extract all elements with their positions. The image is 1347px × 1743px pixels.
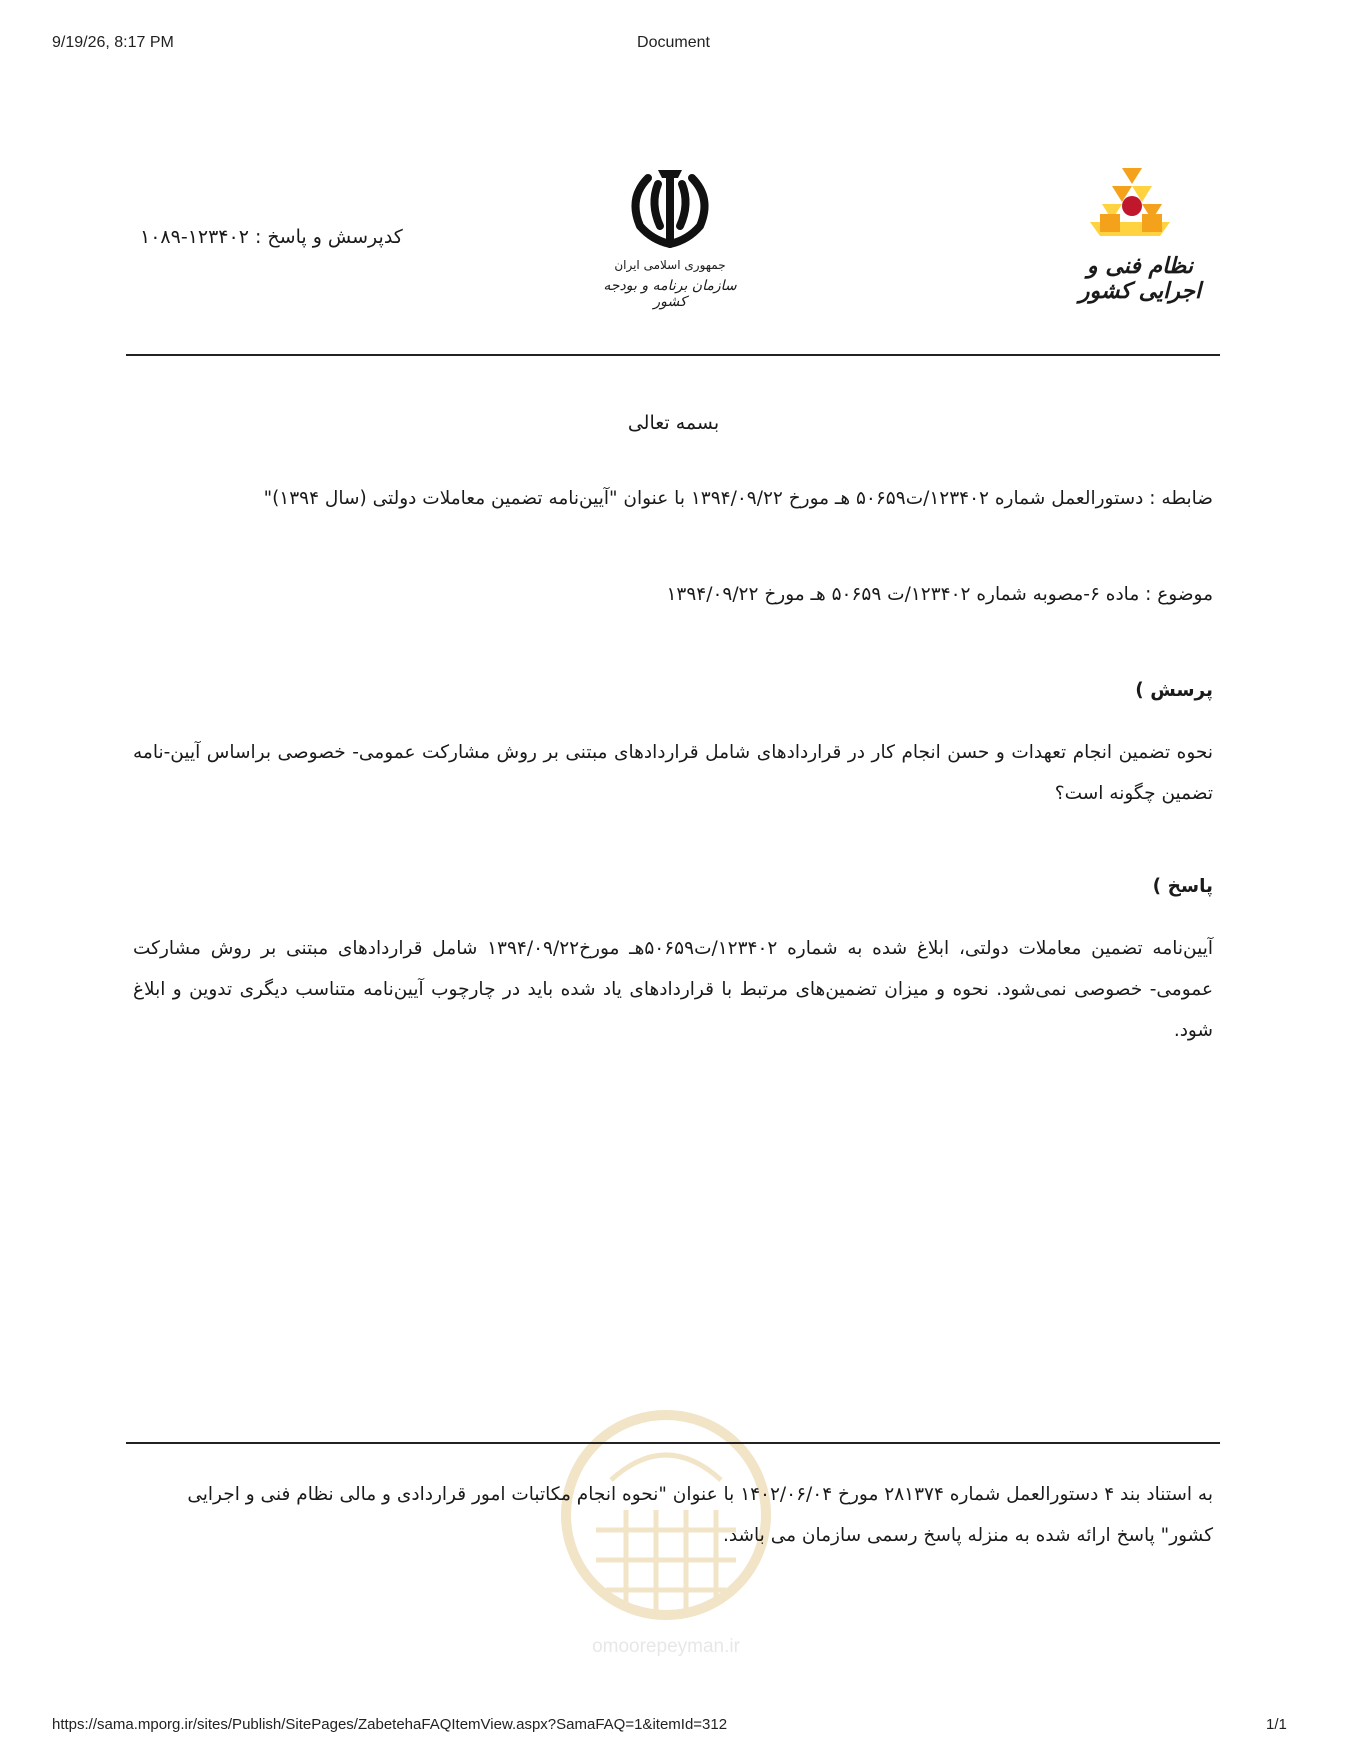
question-label: پرسش ) [1135, 680, 1213, 701]
question-text: نحوه تضمین انجام تعهدات و حسن انجام کار در قراردادهای شامل قراردادهای مبتنی بر روش مشارکت عمومی- خصوصی براساس آیین-نامه تضمین چگونه است؟ [133, 742, 1213, 804]
emblem-line2: سازمان برنامه و بودجه کشور [603, 278, 737, 310]
print-datetime: 9/19/26, 8:17 PM [52, 34, 174, 51]
basmala: بسمه تعالی [627, 412, 720, 434]
print-doc-title: Document [637, 34, 710, 51]
print-url: https://sama.mporg.ir/sites/Publish/SitePages/ZabetehaFAQItemView.aspx?SamaFAQ=1&itemId=312 [52, 1716, 728, 1733]
technical-system-logo [1060, 162, 1220, 302]
iran-emblem [600, 160, 740, 320]
print-page-number: 1/1 [1266, 1716, 1287, 1733]
emblem-icon [600, 160, 740, 250]
watermark-text: omoorepeyman.ir [592, 1636, 740, 1657]
header-divider [126, 354, 1220, 356]
answer-text: آیین‌نامه تضمین معاملات دولتی، ابلاغ شده به شماره ۱۲۳۴۰۲/ت۵۰۶۵۹هـ مورخ۱۳۹۴/۰۹/۲۲ شامل قراردادهای مبتنی بر روش مشارکت عمومی- خصوصی نمی‌شود. نحوه و میزان تضمین‌های مرتبط با قراردادهای یاد شده باید در چارچوب آیین‌نامه متناسب دیگری تدوین و ابلاغ شود. [133, 938, 1213, 1041]
footer-note: به استناد بند ۴ دستورالعمل شماره ۲۸۱۳۷۴ مورخ ۱۴۰۲/۰۶/۰۴ با عنوان "نحوه انجام مکاتبات امور قراردادی و مالی نظام فنی و اجرایی کشور" پاسخ ارائه شده به منزله پاسخ رسمی سازمان می باشد. [187, 1484, 1213, 1546]
logo-mark-icon [1060, 162, 1220, 242]
logo-text: نظام فنی و اجرایی کشور [1078, 254, 1202, 304]
emblem-line1: جمهوری اسلامی ایران [614, 258, 726, 272]
answer-label: پاسخ ) [1152, 876, 1213, 897]
subject-line: موضوع : ماده ۶-مصوبه شماره ۱۲۳۴۰۲/ت ۵۰۶۵۹ هـ مورخ ۱۳۹۴/۰۹/۲۲ [666, 584, 1213, 605]
footer-divider [126, 1442, 1220, 1444]
faq-code: کدپرسش و پاسخ : ۱۲۳۴۰۲-۱۰۸۹ [140, 226, 403, 248]
regulation-line: ضابطه : دستورالعمل شماره ۱۲۳۴۰۲/ت۵۰۶۵۹ هـ مورخ ۱۳۹۴/۰۹/۲۲ با عنوان "آیین‌نامه تضمین معاملات دولتی (سال ۱۳۹۴)" [263, 488, 1213, 509]
